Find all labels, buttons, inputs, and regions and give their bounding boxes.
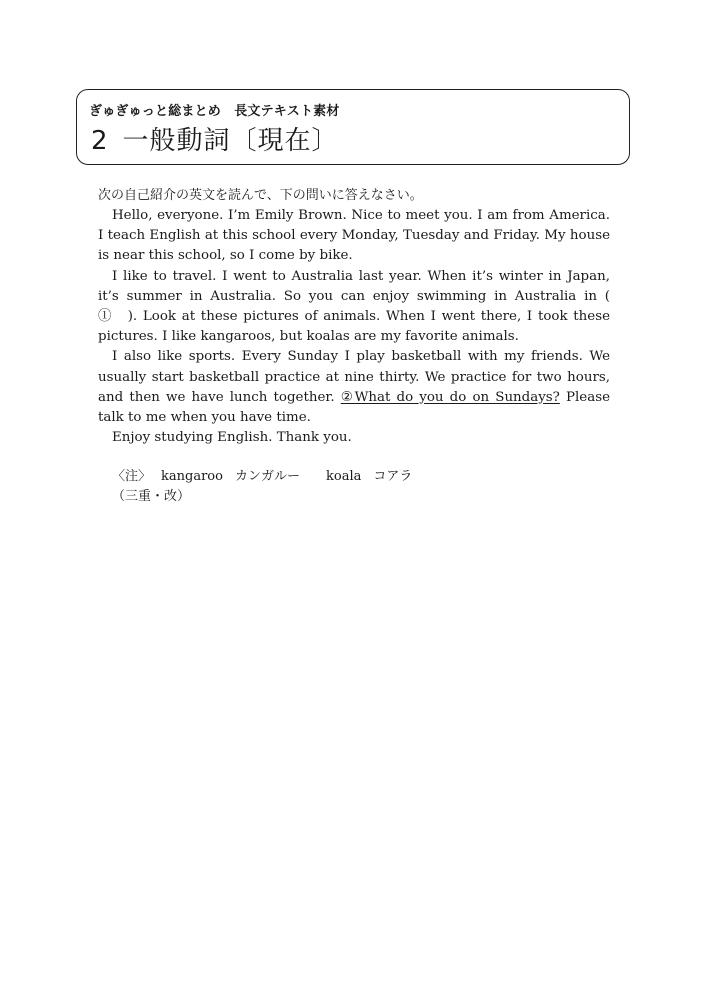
paragraph-3-after: Please talk to me when you have time. — [98, 389, 610, 426]
instruction-text: 次の自己紹介の英文を読んで、下の問いに答えなさい。 — [98, 188, 423, 203]
paragraph-3-before: I also like sports. Every Sunday I play basketball with my friends. We usually start basketball practice at nine thirty. We practice for two hours, and then we have lunch together. — [98, 349, 610, 405]
source-note: （三重・改） — [112, 489, 191, 505]
note-meaning-koala: コアラ — [373, 469, 413, 485]
note-meaning-kangaroo: カンガルー — [234, 469, 300, 485]
paragraph-1: Hello, everyone. I’m Emily Brown. Nice to meet you. I am from America. I teach English at this school every Monday, Tuesday and Friday. My house is near this school, so I come by bike. — [98, 208, 610, 264]
page-title — [91, 120, 339, 157]
series-subtitle: ぎゅぎゅっと総まとめ 長文テキスト素材 — [89, 104, 340, 119]
paragraph-4: Enjoy studying English. Thank you. — [112, 430, 352, 446]
paragraph-3 — [98, 347, 610, 428]
paragraph-2: I like to travel. I went to Australia last year. When it’s winter in Japan, it’s summer in Australia. So you can enjoy swimming in Australia in ( ① ). Look at these pictures of animals. When I went there, I took these pictures. I like kangaroos, but koalas are my favorite animals. — [98, 268, 624, 345]
note-term-koala: koala — [325, 469, 362, 485]
title-box — [76, 89, 630, 165]
underlined-question: ②What do you do on Sundays? — [340, 389, 560, 405]
section-number: 2 — [91, 126, 109, 156]
reading-passage — [98, 186, 624, 507]
notes-label: 〈注〉 — [112, 469, 152, 485]
note-term-kangaroo: kangaroo — [161, 469, 223, 485]
notes-section — [98, 467, 610, 507]
vocab-notes — [112, 467, 610, 487]
section-title: 一般動詞〔現在〕 — [122, 126, 339, 156]
